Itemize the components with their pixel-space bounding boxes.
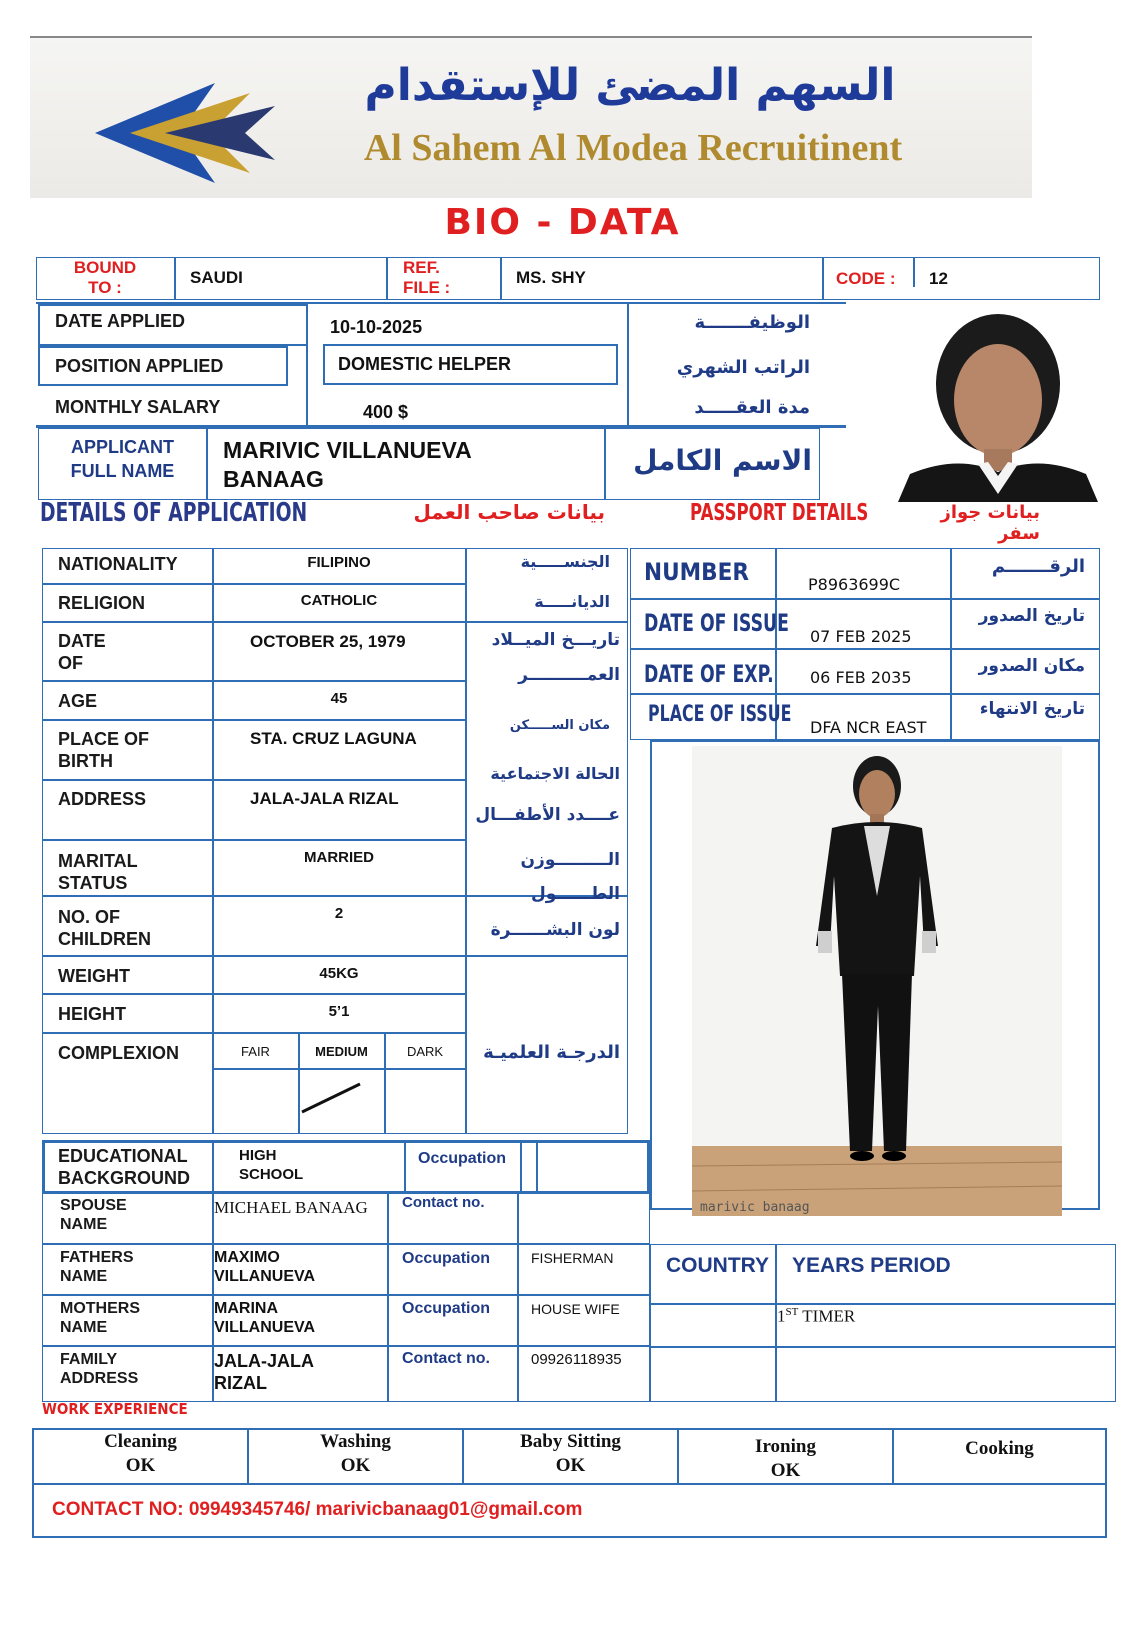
family-contact-label: Contact no. <box>402 1350 490 1367</box>
fathers-name-label: FATHERS NAME <box>60 1249 134 1285</box>
date-of-birth-arabic: تاريـــخ الميــلاد <box>491 630 620 650</box>
age-arabic: العمــــــــــر <box>518 665 620 685</box>
passport-details-heading: PASSPORT DETAILS <box>690 500 869 526</box>
date-of-birth-value: OCTOBER 25, 1979 <box>250 632 406 651</box>
fathers-name-value: MAXIMO VILLANUEVA <box>214 1249 316 1285</box>
mothers-name-value: MARINA VILLANUEVA <box>214 1300 316 1336</box>
marital-status-label: MARITAL STATUS <box>58 851 138 893</box>
skill-cleaning: Cleaning OK <box>104 1431 177 1476</box>
header-banner <box>30 36 1032 198</box>
full-name-label: APPLICANT FULL NAME <box>70 437 175 481</box>
marital-status-arabic: عــــدد الأطفـــال <box>475 805 620 825</box>
date-of-issue-label: DATE OF ISSUE <box>644 609 789 637</box>
family-address-label: FAMILY ADDRESS <box>60 1351 139 1387</box>
years-period-header: YEARS PERIOD <box>792 1254 951 1277</box>
height-value: 5’1 <box>328 1003 350 1020</box>
company-logo <box>85 78 305 188</box>
details-of-application-heading: DETAILS OF APPLICATION <box>40 498 308 528</box>
place-of-birth-value: STA. CRUZ LAGUNA <box>250 729 417 748</box>
bound-to-value: SAUDI <box>190 268 243 287</box>
age-label: AGE <box>58 691 98 711</box>
page-title: BIO - DATA <box>444 202 681 243</box>
religion-arabic: الديانـــــة <box>534 592 610 611</box>
education-label: EDUCATIONAL BACKGROUND <box>58 1146 190 1188</box>
place-of-issue-arabic: مكان الصدور <box>978 656 1085 676</box>
date-of-issue-arabic: تاريخ الصدور <box>978 606 1085 626</box>
monthly-salary-arabic: مدة العقـــــد <box>694 397 810 418</box>
date-of-expiry-label: DATE OF EXP. <box>644 660 774 688</box>
country-header: COUNTRY <box>666 1254 770 1277</box>
date-of-expiry-value: 06 FEB 2035 <box>810 668 912 687</box>
height-label: HEIGHT <box>58 1004 127 1024</box>
passport-number-label: NUMBER <box>644 558 749 586</box>
applicant-portrait-photo <box>898 304 1098 502</box>
date-applied-arabic: الوظيفـــــــة <box>694 312 810 333</box>
complexion-medium-checkmark <box>298 1068 384 1134</box>
passport-details-arabic-heading: بيانات جواز سفر <box>940 502 1040 544</box>
spouse-contact-label: Contact no. <box>402 1194 485 1211</box>
mothers-occupation-label: Occupation <box>402 1300 491 1317</box>
complexion-dark: DARK <box>406 1044 444 1059</box>
children-value: 2 <box>334 905 344 922</box>
education-degree-arabic: الدرجـة العلميـة <box>483 1042 620 1063</box>
work-experience-heading: WORK EXPERIENCE <box>42 1400 188 1418</box>
full-name-value: MARIVIC VILLANUEVA BANAAG <box>223 437 471 492</box>
position-applied-arabic: الراتب الشهري <box>676 357 810 378</box>
applicant-full-body-photo <box>692 746 1062 1216</box>
contact-line: CONTACT NO: 09949345746/ marivicbanaag01@gmail.com <box>52 1499 583 1520</box>
place-of-issue-value: DFA NCR EAST <box>810 718 927 737</box>
ref-file-label: REF. FILE : <box>403 258 451 297</box>
nationality-value: FILIPINO <box>307 554 371 571</box>
company-arabic-name: السهم المضئ للإستقدام <box>364 60 896 111</box>
marital-status-value: MARRIED <box>304 849 374 866</box>
employer-details-arabic-heading: بيانات صاحب العمل <box>413 500 605 524</box>
position-applied-label: POSITION APPLIED <box>55 356 224 376</box>
education-occupation-label: Occupation <box>418 1150 507 1167</box>
skill-washing: Washing OK <box>320 1431 391 1476</box>
date-of-birth-label: DATE OF <box>58 631 106 673</box>
passport-number-arabic: الرقـــــــم <box>991 556 1085 577</box>
height-arabic: الطــــــول <box>530 884 620 904</box>
complexion-fair: FAIR <box>241 1044 270 1059</box>
complexion-medium: MEDIUM <box>315 1044 368 1059</box>
monthly-salary-label: MONTHLY SALARY <box>55 397 221 417</box>
passport-number-value: P8963699C <box>808 575 901 594</box>
religion-label: RELIGION <box>58 593 146 613</box>
age-value: 45 <box>330 690 348 707</box>
mothers-occupation-value: HOUSE WIFE <box>531 1301 620 1317</box>
children-label: NO. OF CHILDREN <box>58 907 151 949</box>
date-applied-label: DATE APPLIED <box>55 311 186 331</box>
address-arabic: الحالة الاجتماعية <box>490 764 620 783</box>
fathers-occupation-value: FISHERMAN <box>531 1250 614 1266</box>
weight-label: WEIGHT <box>58 966 130 986</box>
mothers-name-label: MOTHERS NAME <box>60 1300 140 1336</box>
place-of-birth-label: PLACE OF BIRTH <box>58 729 150 771</box>
place-of-issue-label: PLACE OF ISSUE <box>648 702 792 727</box>
spouse-name-label: SPOUSE NAME <box>60 1197 127 1233</box>
code-label: CODE : <box>836 269 896 288</box>
place-of-birth-arabic: مكان الســـــكن <box>509 718 610 733</box>
date-applied-value: 10-10-2025 <box>330 317 423 337</box>
religion-value: CATHOLIC <box>300 592 378 609</box>
nationality-label: NATIONALITY <box>58 554 178 574</box>
ref-file-value: MS. SHY <box>516 268 586 287</box>
nationality-arabic: الجنســـــية <box>520 552 610 571</box>
photo-caption: marivic banaag <box>700 1200 810 1215</box>
skill-cooking: Cooking <box>965 1438 1034 1459</box>
weight-arabic: الـــــــــوزن <box>520 850 620 870</box>
company-english-name: Al Sahem Al Modea Recruitinent <box>363 127 903 169</box>
years-period-value: 1ST TIMER <box>777 1306 856 1326</box>
address-label: ADDRESS <box>58 789 147 809</box>
complexion-arabic: لون البشــــــرة <box>490 920 620 940</box>
weight-value: 45KG <box>319 965 359 982</box>
position-applied-value: DOMESTIC HELPER <box>338 354 512 374</box>
spouse-name-value: MICHAEL BANAAG <box>214 1198 368 1217</box>
bound-to-label: BOUND TO : <box>73 258 137 297</box>
family-address-value: JALA-JALA RIZAL <box>214 1351 314 1393</box>
fathers-occupation-label: Occupation <box>402 1250 491 1267</box>
monthly-salary-value: 400 $ <box>363 402 409 422</box>
code-value: 12 <box>929 269 948 288</box>
complexion-label: COMPLEXION <box>58 1043 180 1063</box>
skill-ironing: Ironing OK <box>755 1436 816 1481</box>
full-name-arabic: الاسم الكامل <box>633 444 812 477</box>
date-of-expiry-arabic: تاريخ الانتهاء <box>979 699 1085 719</box>
family-contact-value: 09926118935 <box>531 1351 622 1368</box>
skill-baby-sitting: Baby Sitting OK <box>520 1431 621 1476</box>
date-of-issue-value: 07 FEB 2025 <box>810 627 912 646</box>
education-value: HIGH SCHOOL <box>239 1147 304 1183</box>
address-value: JALA-JALA RIZAL <box>250 789 399 808</box>
